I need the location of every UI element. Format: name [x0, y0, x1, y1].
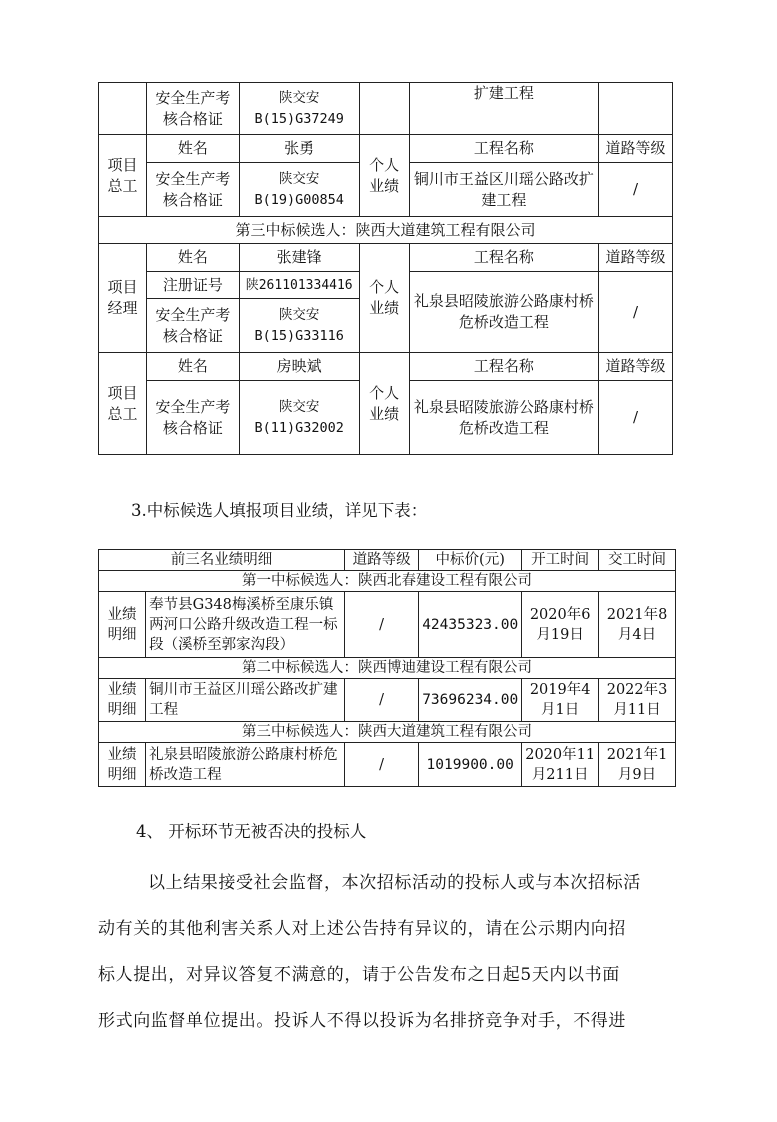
grade-header: 道路等级 — [599, 244, 673, 272]
end-date: 2021年1月9日 — [599, 743, 676, 787]
table-row — [99, 571, 676, 592]
row-label: 业绩明细 — [99, 743, 146, 787]
table-row — [99, 353, 673, 381]
candidate-heading: 第三中标候选人：陕西大道建筑工程有限公司 — [99, 217, 673, 244]
reg-value: 陕261101334416 — [239, 272, 359, 299]
cert-value: 陕交安B(15)G33116 — [239, 299, 359, 353]
road-grade: / — [599, 381, 673, 455]
project-header: 工程名称 — [409, 244, 599, 272]
bid-price: 73696234.00 — [419, 679, 522, 722]
table-row — [99, 722, 676, 743]
project-header: 工程名称 — [409, 353, 599, 381]
cert-value: 陕交安B(15)G37249 — [239, 83, 359, 135]
row-label: 业绩明细 — [99, 679, 146, 722]
road-grade: / — [344, 743, 418, 787]
candidate-heading: 第一中标候选人：陕西北春建设工程有限公司 — [99, 571, 676, 592]
road-grade: / — [599, 272, 673, 353]
table-row — [99, 135, 673, 163]
section-heading-3: 3.中标候选人填报项目业绩，详见下表： — [131, 501, 428, 520]
road-grade: / — [344, 592, 418, 658]
end-date: 2022年3月11日 — [599, 679, 676, 722]
perf-label — [359, 83, 409, 135]
cert-value: 陕交安B(11)G32002 — [239, 381, 359, 455]
name-value: 张勇 — [239, 135, 359, 163]
personnel-table — [98, 82, 673, 455]
cert-label: 安全生产考核合格证 — [146, 83, 239, 135]
start-date: 2020年6月19日 — [522, 592, 599, 658]
cert-value: 陕交安B(19)G00854 — [239, 163, 359, 217]
paragraph-line: 以上结果接受社会监督，本次招标活动的投标人或与本次招标活 — [148, 873, 641, 893]
role-cell: 项目总工 — [99, 353, 147, 455]
section-heading-4: 4、 开标环节无被否决的投标人 — [136, 822, 367, 841]
start-date: 2019年4月1日 — [522, 679, 599, 722]
role-cell: 项目经理 — [99, 244, 147, 353]
paragraph-line: 动有关的其他利害关系人对上述公告持有异议的，请在公示期内向招 — [98, 919, 626, 939]
table-row — [99, 244, 673, 272]
name-label: 姓名 — [146, 244, 239, 272]
grade-header: 道路等级 — [599, 135, 673, 163]
project-name: 铜川市王益区川瑶公路改扩建工程 — [409, 163, 599, 217]
road-grade — [599, 83, 673, 135]
role-cell — [99, 83, 147, 135]
perf-label: 个人业绩 — [359, 135, 409, 217]
road-grade: / — [344, 679, 418, 722]
table-row — [99, 83, 673, 135]
name-value: 房映斌 — [239, 353, 359, 381]
table-row — [99, 658, 676, 679]
perf-label: 个人业绩 — [359, 244, 409, 353]
project-name: 奉节县G348梅溪桥至康乐镇两河口公路升级改造工程一标段（溪桥至郭家沟段） — [146, 592, 345, 658]
project-name: 铜川市王益区川瑶公路改扩建工程 — [146, 679, 345, 722]
name-value: 张建锋 — [239, 244, 359, 272]
role-cell: 项目总工 — [99, 135, 147, 217]
grade-header: 道路等级 — [599, 353, 673, 381]
column-header: 道路等级 — [344, 550, 418, 571]
road-grade: / — [599, 163, 673, 217]
bid-price: 42435323.00 — [419, 592, 522, 658]
paragraph-line: 形式向监督单位提出。投诉人不得以投诉为名排挤竞争对手，不得进 — [98, 1011, 626, 1031]
paragraph-line: 标人提出，对异议答复不满意的，请于公告发布之日起5天内以书面 — [98, 965, 620, 985]
performance-table — [98, 549, 676, 787]
column-header: 前三名业绩明细 — [99, 550, 345, 571]
name-label: 姓名 — [146, 353, 239, 381]
column-header: 交工时间 — [599, 550, 676, 571]
table-row — [99, 743, 676, 787]
project-name: 礼泉县昭陵旅游公路康村桥危桥改造工程 — [409, 272, 599, 353]
end-date: 2021年8月4日 — [599, 592, 676, 658]
project-name: 礼泉县昭陵旅游公路康村桥危桥改造工程 — [409, 381, 599, 455]
table-row — [99, 217, 673, 244]
project-name: 扩建工程 — [409, 83, 599, 135]
candidate-heading: 第三中标候选人：陕西大道建筑工程有限公司 — [99, 722, 676, 743]
row-label: 业绩明细 — [99, 592, 146, 658]
column-header: 开工时间 — [522, 550, 599, 571]
project-header: 工程名称 — [409, 135, 599, 163]
cert-label: 安全生产考核合格证 — [146, 381, 239, 455]
candidate-heading: 第二中标候选人：陕西博迪建设工程有限公司 — [99, 658, 676, 679]
table-row — [99, 592, 676, 658]
table-header-row — [99, 550, 676, 571]
bid-price: 1019900.00 — [419, 743, 522, 787]
start-date: 2020年11月211日 — [522, 743, 599, 787]
cert-label: 安全生产考核合格证 — [146, 299, 239, 353]
cert-label: 安全生产考核合格证 — [146, 163, 239, 217]
perf-label: 个人业绩 — [359, 353, 409, 455]
name-label: 姓名 — [146, 135, 239, 163]
notice-paragraph — [98, 860, 683, 1044]
project-name: 礼泉县昭陵旅游公路康村桥危桥改造工程 — [146, 743, 345, 787]
table-row — [99, 679, 676, 722]
column-header: 中标价(元) — [419, 550, 522, 571]
reg-label: 注册证号 — [146, 272, 239, 299]
